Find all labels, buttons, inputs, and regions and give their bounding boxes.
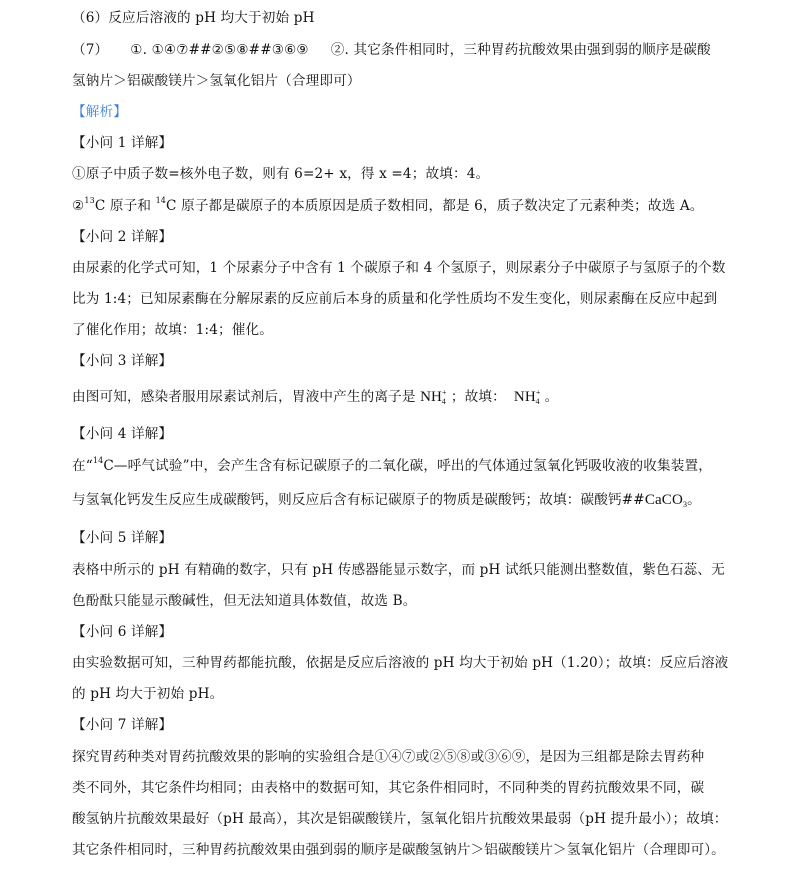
analysis-label: 【解析】	[72, 104, 127, 120]
q4-line2-a: 与氢氧化钙发生反应生成碳酸钙，则反应后含有标记碳原子的物质是碳酸钙；故填：碳酸钙##	[72, 492, 645, 508]
q4-line1-a: 在“	[72, 458, 93, 474]
q3-text-c: 。	[544, 389, 559, 405]
q6-line2: 的 pH 均大于初始 pH。	[72, 686, 224, 702]
q1-line2-b: C 原子和	[94, 198, 156, 214]
q2-heading: 【小问 2 详解】	[72, 229, 173, 245]
q3-text-a: 由图可知，感染者服用尿素试剂后，胃液中产生的离子是	[72, 389, 421, 405]
q6-line1: 由实验数据可知，三种胃药都能抗酸，依据是反应后溶液的 pH 均大于初始 pH（1.20）；故填：反应后溶液	[72, 655, 729, 671]
q3-ion-charge: +	[442, 388, 447, 397]
q1-line1: ①原子中质子数=核外电子数，则有 6=2+ x，得 x =4；故填：4。	[72, 166, 490, 182]
q3-text-b: ；故填：	[450, 389, 506, 405]
q4-isotope-14: 14	[92, 456, 104, 465]
q7-line1: 探究胃药种类对胃药抗酸效果的影响的实验组合是①④⑦或②⑤⑧或③⑥⑨，是因为三组都是除去胃药种	[72, 749, 705, 765]
q4-formula-symbol: CaCO	[644, 492, 683, 508]
q3-answer-ion-count: 4	[535, 397, 540, 406]
q2-line1: 由尿素的化学式可知，1 个尿素分子中含有 1 个碳原子和 4 个氢原子，则尿素分子中碳原子与氢原子的个数	[72, 260, 726, 276]
q1-line2-a: ②	[72, 198, 85, 214]
answer-7-line1	[72, 40, 711, 60]
q3-heading: 【小问 3 详解】	[72, 353, 173, 369]
q4-line1	[72, 456, 712, 476]
q4-formula-sub: 3	[682, 500, 688, 509]
q7-heading: 【小问 7 详解】	[72, 717, 173, 733]
q3-answer-ion-symbol: NH	[513, 389, 536, 405]
q3-line1	[72, 387, 558, 407]
answer-7-part1: ①. ①④⑦##②⑤⑧##③⑥⑨	[130, 42, 309, 58]
q5-heading: 【小问 5 详解】	[72, 530, 173, 546]
q1-line2	[72, 196, 704, 216]
answer-7-number: （7）	[72, 42, 109, 58]
q3-ion-count: 4	[441, 397, 446, 406]
answer-7-line2: 氢钠片＞铝碳酸镁片＞氢氧化铝片（合理即可）	[72, 73, 361, 89]
q2-line3: 了催化作用；故填：1:4；催化。	[72, 322, 273, 338]
q4-line1-b: C—呼气试验”中，会产生含有标记碳原子的二氧化碳，呼出的气体通过氢氧化钙吸收液的收集装置，	[103, 458, 712, 474]
q4-heading: 【小问 4 详解】	[72, 426, 173, 442]
q1-line2-c: C 原子都是碳原子的本质原因是质子数相同，都是 6，质子数决定了元素种类；故选 A。	[166, 198, 704, 214]
q3-answer-ion-charge: +	[535, 388, 541, 397]
q4-formula	[645, 492, 687, 508]
q3-ion-formula	[420, 389, 451, 405]
q5-line1: 表格中所示的 pH 有精确的数字，只有 pH 传感器能显示数字，而 pH 试纸只能测出整数值，紫色石蕊、无	[72, 562, 725, 578]
q4-line2-end: 。	[687, 492, 701, 508]
q3-ion-formula-answer	[514, 389, 545, 405]
q5-line2: 色酚酞只能显示酸碱性，但无法知道具体数值，故选 B。	[72, 593, 417, 609]
q6-heading: 【小问 6 详解】	[72, 624, 173, 640]
q7-line3: 酸氢钠片抗酸效果最好（pH 最高），其次是铝碳酸镁片，氢氧化铝片抗酸效果最弱（pH 提升最小）；故填：	[72, 811, 728, 827]
q1-isotope-13: 13	[84, 196, 95, 205]
answer-7-part2: ②. 其它条件相同时，三种胃药抗酸效果由强到弱的顺序是碳酸	[330, 42, 711, 58]
answer-6: （6）反应后溶液的 pH 均大于初始 pH	[72, 10, 315, 26]
q1-heading: 【小问 1 详解】	[72, 135, 173, 151]
q3-ion-symbol: NH	[420, 389, 443, 405]
q7-line2: 类不同外，其它条件均相同；由表格中的数据可知，其它条件相同时，不同种类的胃药抗酸效果不同，碳	[72, 780, 705, 796]
q2-line2: 比为 1:4；已知尿素酶在分解尿素的反应前后本身的质量和化学性质均不发生变化，则尿素酶在反应中起到	[72, 291, 718, 307]
q4-line2	[72, 490, 701, 510]
q7-line4: 其它条件相同时，三种胃药抗酸效果由强到弱的顺序是碳酸氢钠片＞铝碳酸镁片＞氢氧化铝片（合理即可）。	[72, 842, 725, 858]
q1-isotope-14: 14	[155, 196, 167, 205]
